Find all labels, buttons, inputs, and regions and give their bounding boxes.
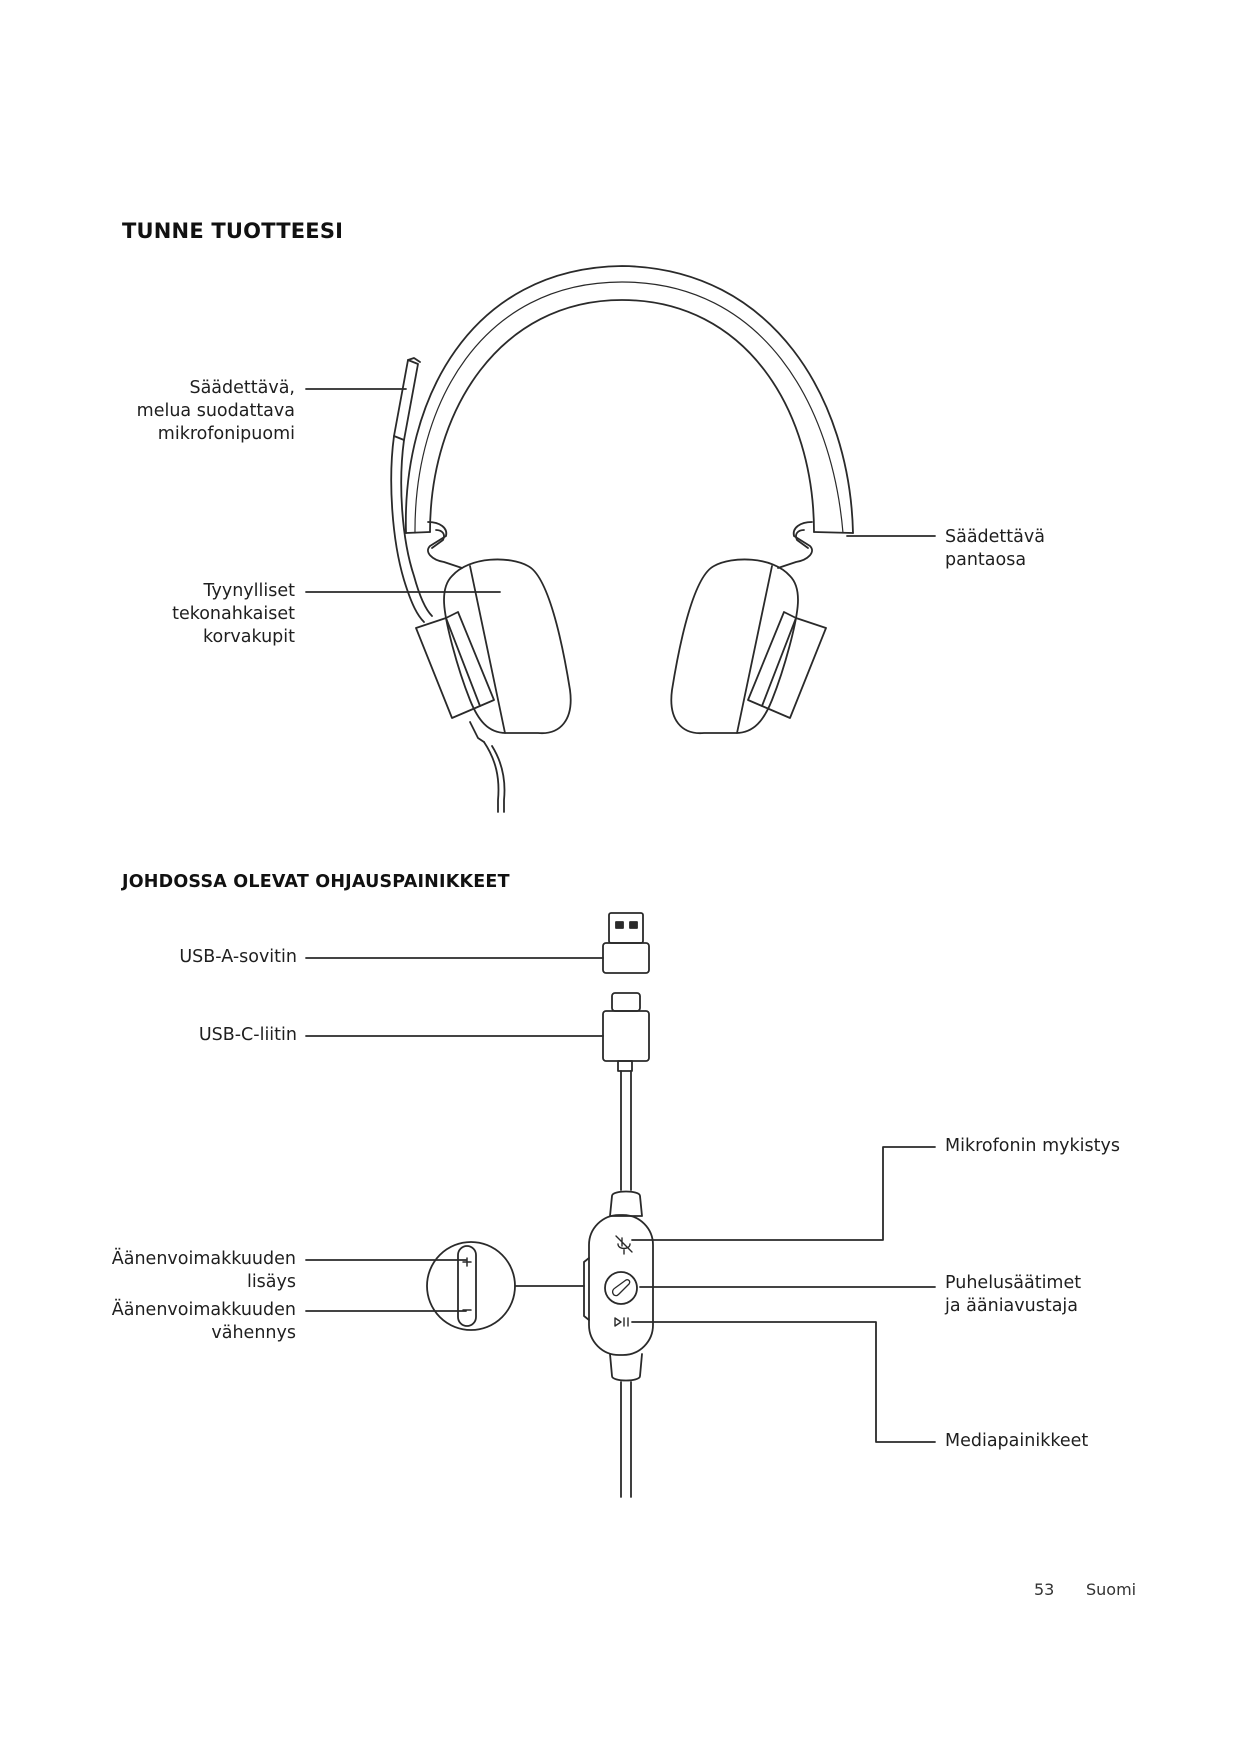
label-media-controls: Mediapainikkeet [945,1431,1089,1451]
left-ear-cushion [444,559,571,733]
section-title-product: TUNNE TUOTTEESI [122,219,344,243]
section-title-inline-controls: JOHDOSSA OLEVAT OHJAUSPAINIKKEET [122,872,510,892]
headband-inner [430,300,814,532]
label-ear-cushions: Tyynylliset tekonahkaiset korvakupit [172,581,295,647]
label-mic-mute: Mikrofonin mykistys [945,1136,1120,1156]
headset-illustration [391,266,853,812]
label-usb-c: USB-C-liitin [198,1025,297,1045]
right-ear-cushion [671,559,798,733]
mic-boom [394,360,418,440]
mic-mute-icon [616,1236,632,1254]
usb-a-adapter [603,913,649,973]
label-usb-a: USB-A-sovitin [179,947,297,967]
label-call-controls: Puhelusäätimet ja ääniavustaja [945,1273,1082,1316]
call-button [605,1272,637,1304]
label-volume-up: Äänenvoimakkuuden lisäys [111,1249,296,1292]
phone-icon [613,1280,630,1296]
page-number: 53 [1034,1580,1055,1599]
play-pause-icon [615,1318,628,1326]
usb-c-connector [603,993,649,1071]
headband-outer [406,266,853,533]
label-volume-down: Äänenvoimakkuuden vähennys [111,1300,296,1343]
inline-remote [584,1192,653,1498]
footer-language: Suomi [1086,1580,1137,1599]
volume-detail [427,1242,584,1330]
label-mic-boom: Säädettävä, melua suodattava mikrofonipuomi [136,378,295,444]
label-headband: Säädettävä pantaosa [945,527,1045,570]
